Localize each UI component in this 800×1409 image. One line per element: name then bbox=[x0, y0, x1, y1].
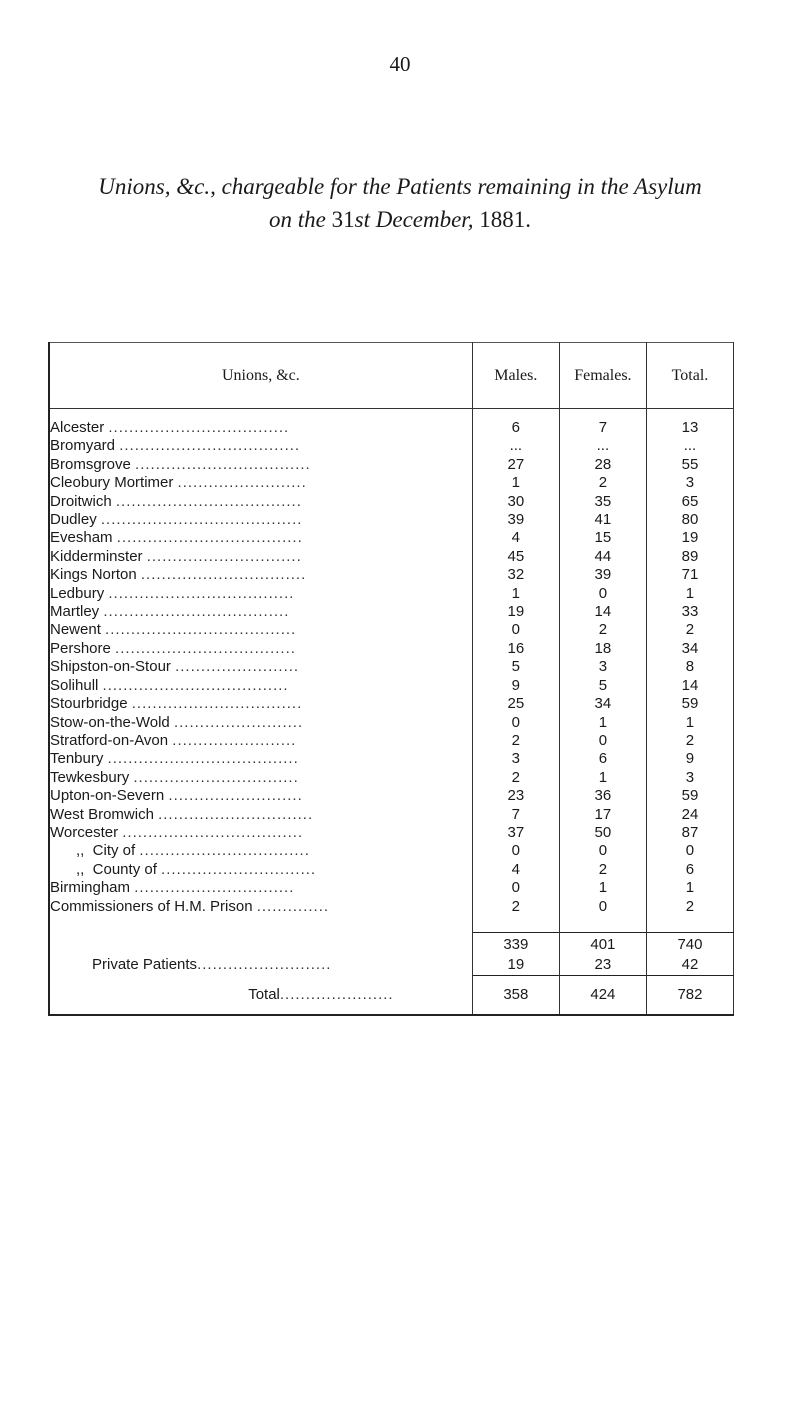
private-patients-name: Private Patients bbox=[92, 956, 198, 974]
cell-total: 3 bbox=[646, 769, 733, 787]
leader-dots: ......................... bbox=[173, 713, 304, 731]
table-row bbox=[49, 879, 734, 897]
cell-females: 0 bbox=[559, 842, 646, 860]
leader-dots: ................................... bbox=[119, 437, 301, 455]
union-name-cell bbox=[49, 677, 472, 695]
union-name: Upton-on-Severn bbox=[50, 787, 165, 805]
cell-females: 1 bbox=[559, 879, 646, 897]
cell-females: 2 bbox=[559, 861, 646, 879]
leader-dots: ......................... bbox=[177, 474, 307, 492]
union-name: Pershore bbox=[50, 639, 111, 657]
union-name-cell bbox=[49, 640, 472, 658]
cell-males: 6 bbox=[472, 409, 559, 438]
union-name: Kings Norton bbox=[50, 566, 137, 584]
private-patients-dots: .......................... bbox=[197, 956, 332, 974]
cell-females: 0 bbox=[559, 898, 646, 916]
title-line-2-year: 1881. bbox=[479, 207, 531, 232]
cell-females: 41 bbox=[559, 511, 646, 529]
leader-dots: ................................. bbox=[139, 842, 310, 860]
cell-females: 1 bbox=[559, 714, 646, 732]
cell-males: 1 bbox=[472, 474, 559, 492]
leader-dots: ..................................... bbox=[105, 621, 297, 639]
title-line-1-part-a: Unions, bbox=[98, 174, 177, 199]
cell-females: 2 bbox=[559, 621, 646, 639]
header-unions: Unions, &c. bbox=[49, 343, 472, 409]
table-header-row bbox=[49, 343, 734, 409]
union-name-cell bbox=[49, 437, 472, 455]
cell-females: 15 bbox=[559, 529, 646, 547]
cell-males: 4 bbox=[472, 861, 559, 879]
union-name: Kidderminster bbox=[50, 547, 143, 565]
union-name: Bromyard bbox=[50, 437, 116, 455]
cell-total: 33 bbox=[646, 603, 733, 621]
cell-total: 1 bbox=[646, 714, 733, 732]
cell-total: ... bbox=[646, 437, 733, 455]
table-row bbox=[49, 493, 734, 511]
union-name-cell bbox=[49, 787, 472, 805]
cell-females: 7 bbox=[559, 409, 646, 438]
union-name-cell bbox=[49, 714, 472, 732]
cell-females: 3 bbox=[559, 658, 646, 676]
union-name: Tenbury bbox=[50, 750, 104, 768]
cell-males: 27 bbox=[472, 456, 559, 474]
leader-dots: .................................... bbox=[102, 676, 289, 694]
cell-total: 80 bbox=[646, 511, 733, 529]
union-name: Birmingham bbox=[50, 879, 131, 897]
cell-males: ... bbox=[472, 437, 559, 455]
union-name-cell bbox=[49, 750, 472, 768]
leader-dots: ................................. bbox=[131, 695, 303, 713]
grand-total-total: 782 bbox=[646, 975, 733, 1015]
cell-total: 6 bbox=[646, 861, 733, 879]
page-number: 40 bbox=[389, 52, 411, 76]
table-summary bbox=[49, 916, 734, 1015]
union-name: Droitwich bbox=[50, 492, 112, 510]
union-name-cell bbox=[49, 806, 472, 824]
cell-total: 14 bbox=[646, 677, 733, 695]
cell-total: 0 bbox=[646, 842, 733, 860]
cell-males: 9 bbox=[472, 677, 559, 695]
private-patients-row bbox=[49, 955, 734, 976]
table-row bbox=[49, 566, 734, 584]
union-name-cell bbox=[49, 842, 472, 860]
leader-dots: .................................... bbox=[108, 584, 295, 602]
cell-females: 18 bbox=[559, 640, 646, 658]
union-name-cell bbox=[49, 732, 472, 750]
table-row bbox=[49, 824, 734, 842]
leader-dots: .............................. bbox=[146, 547, 302, 565]
subtotal-females: 401 bbox=[559, 932, 646, 955]
table-row bbox=[49, 603, 734, 621]
table-row bbox=[49, 787, 734, 805]
cell-females: ... bbox=[559, 437, 646, 455]
title-line-2-date-number: 31 bbox=[331, 207, 355, 232]
cell-females: 35 bbox=[559, 493, 646, 511]
leader-dots: ................................ bbox=[140, 566, 307, 584]
cell-females: 34 bbox=[559, 695, 646, 713]
grand-total-name: Total bbox=[248, 985, 280, 1003]
title-line-2-part-b: st December, bbox=[354, 207, 480, 232]
cell-males: 30 bbox=[472, 493, 559, 511]
private-patients-label bbox=[49, 955, 472, 976]
union-name-cell bbox=[49, 658, 472, 676]
table-row bbox=[49, 898, 734, 916]
cell-total: 2 bbox=[646, 732, 733, 750]
table-row bbox=[49, 621, 734, 639]
union-name: ,, County of bbox=[76, 860, 157, 878]
private-total: 42 bbox=[646, 955, 733, 976]
cell-total: 19 bbox=[646, 529, 733, 547]
cell-total: 34 bbox=[646, 640, 733, 658]
union-name: West Bromwich bbox=[50, 805, 154, 823]
leader-dots: .................................... bbox=[116, 529, 303, 547]
title-line-1-part-b: &c., chargeable for the Patients remaining in the Asylum bbox=[176, 174, 702, 199]
table-row bbox=[49, 677, 734, 695]
title-line-1 bbox=[40, 170, 760, 203]
union-name: Shipston-on-Stour bbox=[50, 658, 171, 676]
union-name-cell bbox=[49, 409, 472, 438]
cell-females: 14 bbox=[559, 603, 646, 621]
cell-females: 28 bbox=[559, 456, 646, 474]
cell-males: 23 bbox=[472, 787, 559, 805]
union-name: Commissioners of H.M. Prison bbox=[50, 897, 253, 915]
cell-males: 32 bbox=[472, 566, 559, 584]
table-row bbox=[49, 695, 734, 713]
cell-females: 39 bbox=[559, 566, 646, 584]
leader-dots: .................................... bbox=[103, 603, 290, 621]
cell-females: 50 bbox=[559, 824, 646, 842]
leader-dots: ....................................... bbox=[100, 511, 303, 529]
union-name-cell bbox=[49, 898, 472, 916]
leader-dots: ........................ bbox=[175, 658, 300, 676]
cell-males: 39 bbox=[472, 511, 559, 529]
header-total: Total. bbox=[646, 343, 733, 409]
header-females: Females. bbox=[559, 343, 646, 409]
cell-total: 59 bbox=[646, 787, 733, 805]
header-males: Males. bbox=[472, 343, 559, 409]
subtotal-label bbox=[49, 932, 472, 955]
cell-females: 0 bbox=[559, 732, 646, 750]
leader-dots: ..................................... bbox=[107, 750, 299, 768]
table-row bbox=[49, 806, 734, 824]
table-body bbox=[49, 409, 734, 916]
table-row bbox=[49, 474, 734, 492]
title-line-2 bbox=[40, 203, 760, 236]
union-name: Newent bbox=[50, 621, 101, 639]
cell-total: 1 bbox=[646, 585, 733, 603]
cell-total: 71 bbox=[646, 566, 733, 584]
union-name: Stow-on-the-Wold bbox=[50, 713, 170, 731]
union-name: Solihull bbox=[50, 676, 99, 694]
leader-dots: ........................ bbox=[172, 731, 297, 749]
union-name: Tewkesbury bbox=[50, 768, 130, 786]
union-name-cell bbox=[49, 621, 472, 639]
cell-males: 0 bbox=[472, 714, 559, 732]
cell-total: 2 bbox=[646, 621, 733, 639]
cell-males: 0 bbox=[472, 879, 559, 897]
cell-males: 5 bbox=[472, 658, 559, 676]
grand-total-row bbox=[49, 975, 734, 1015]
grand-total-dots: ...................... bbox=[279, 985, 394, 1003]
cell-total: 87 bbox=[646, 824, 733, 842]
table-row bbox=[49, 658, 734, 676]
leader-dots: .......................... bbox=[168, 787, 303, 805]
union-name: Worcester bbox=[50, 823, 119, 841]
cell-total: 89 bbox=[646, 548, 733, 566]
cell-males: 2 bbox=[472, 769, 559, 787]
table-row bbox=[49, 409, 734, 438]
cell-total: 9 bbox=[646, 750, 733, 768]
union-name: Martley bbox=[50, 603, 100, 621]
union-name-cell bbox=[49, 769, 472, 787]
leader-dots: ................................ bbox=[133, 768, 299, 786]
union-name: Evesham bbox=[50, 529, 113, 547]
cell-males: 2 bbox=[472, 898, 559, 916]
grand-total-label bbox=[49, 975, 472, 1015]
union-name: ,, City of bbox=[76, 842, 136, 860]
private-males: 19 bbox=[472, 955, 559, 976]
cell-males: 37 bbox=[472, 824, 559, 842]
table-row bbox=[49, 750, 734, 768]
cell-males: 0 bbox=[472, 842, 559, 860]
cell-total: 1 bbox=[646, 879, 733, 897]
table-row bbox=[49, 714, 734, 732]
table-row bbox=[49, 529, 734, 547]
union-name-cell bbox=[49, 879, 472, 897]
grand-total-males: 358 bbox=[472, 975, 559, 1015]
cell-females: 2 bbox=[559, 474, 646, 492]
union-name-cell bbox=[49, 456, 472, 474]
union-name-cell bbox=[49, 861, 472, 879]
cell-females: 6 bbox=[559, 750, 646, 768]
cell-males: 4 bbox=[472, 529, 559, 547]
union-name: Stourbridge bbox=[50, 695, 128, 713]
union-name: Bromsgrove bbox=[50, 455, 131, 473]
union-name-cell bbox=[49, 695, 472, 713]
table-row bbox=[49, 437, 734, 455]
table-row bbox=[49, 548, 734, 566]
table-row bbox=[49, 861, 734, 879]
subtotal-total: 740 bbox=[646, 932, 733, 955]
cell-total: 59 bbox=[646, 695, 733, 713]
page-title bbox=[40, 170, 760, 236]
leader-dots: .............................. bbox=[161, 860, 317, 878]
cell-females: 36 bbox=[559, 787, 646, 805]
cell-females: 1 bbox=[559, 769, 646, 787]
union-name-cell bbox=[49, 493, 472, 511]
union-name-cell bbox=[49, 474, 472, 492]
cell-total: 24 bbox=[646, 806, 733, 824]
union-name-cell bbox=[49, 511, 472, 529]
union-name: Cleobury Mortimer bbox=[50, 474, 174, 492]
title-line-2-part-a: on the bbox=[269, 207, 332, 232]
union-name-cell bbox=[49, 529, 472, 547]
union-name-cell bbox=[49, 603, 472, 621]
table-row bbox=[49, 732, 734, 750]
union-name-cell bbox=[49, 824, 472, 842]
table-row bbox=[49, 640, 734, 658]
leader-dots: ................................... bbox=[122, 823, 304, 841]
cell-total: 13 bbox=[646, 409, 733, 438]
cell-total: 2 bbox=[646, 898, 733, 916]
union-name-cell bbox=[49, 566, 472, 584]
subtotal-row bbox=[49, 932, 734, 955]
cell-total: 3 bbox=[646, 474, 733, 492]
union-name-cell bbox=[49, 585, 472, 603]
cell-total: 8 bbox=[646, 658, 733, 676]
table-row bbox=[49, 769, 734, 787]
leader-dots: .................................. bbox=[135, 455, 311, 473]
private-females: 23 bbox=[559, 955, 646, 976]
cell-males: 2 bbox=[472, 732, 559, 750]
leader-dots: .............. bbox=[256, 897, 330, 915]
union-name: Ledbury bbox=[50, 584, 105, 602]
cell-total: 55 bbox=[646, 456, 733, 474]
cell-males: 25 bbox=[472, 695, 559, 713]
table-row bbox=[49, 456, 734, 474]
cell-females: 5 bbox=[559, 677, 646, 695]
cell-total: 65 bbox=[646, 493, 733, 511]
spacer-row bbox=[49, 916, 734, 933]
cell-males: 19 bbox=[472, 603, 559, 621]
union-name: Dudley bbox=[50, 511, 97, 529]
subtotal-males: 339 bbox=[472, 932, 559, 955]
cell-males: 3 bbox=[472, 750, 559, 768]
cell-males: 1 bbox=[472, 585, 559, 603]
cell-males: 45 bbox=[472, 548, 559, 566]
table-row bbox=[49, 585, 734, 603]
union-name-cell bbox=[49, 548, 472, 566]
unions-table bbox=[48, 342, 734, 1016]
leader-dots: ............................... bbox=[134, 879, 295, 897]
cell-females: 0 bbox=[559, 585, 646, 603]
table-row bbox=[49, 511, 734, 529]
leader-dots: ................................... bbox=[115, 639, 296, 657]
leader-dots: .............................. bbox=[158, 805, 314, 823]
cell-males: 16 bbox=[472, 640, 559, 658]
leader-dots: .................................... bbox=[115, 492, 302, 510]
union-name: Stratford-on-Avon bbox=[50, 731, 169, 749]
cell-males: 0 bbox=[472, 621, 559, 639]
cell-females: 44 bbox=[559, 548, 646, 566]
leader-dots: ................................... bbox=[108, 419, 290, 436]
grand-total-females: 424 bbox=[559, 975, 646, 1015]
cell-males: 7 bbox=[472, 806, 559, 824]
cell-females: 17 bbox=[559, 806, 646, 824]
union-name: Alcester bbox=[50, 419, 105, 436]
table-row bbox=[49, 842, 734, 860]
